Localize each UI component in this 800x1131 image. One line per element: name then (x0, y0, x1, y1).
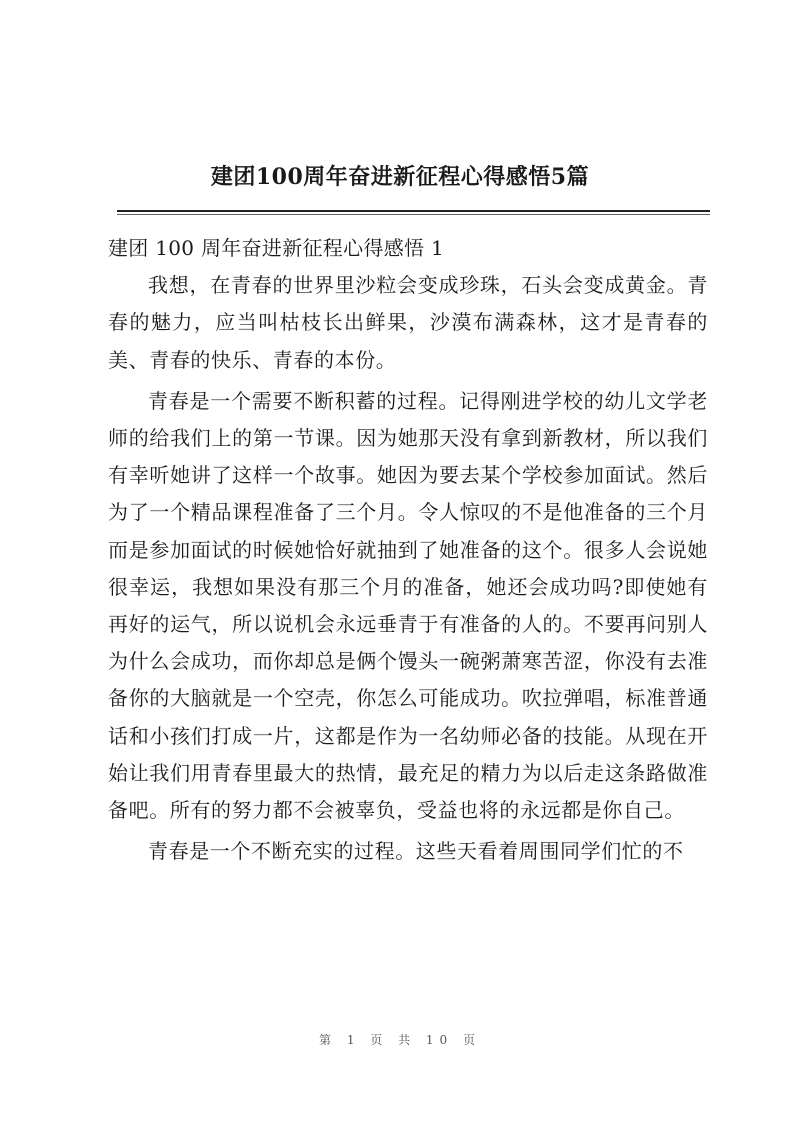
paragraph-1: 我想，在青春的世界里沙粒会变成珍珠，石头会变成黄金。青春的魅力，应当叫枯枝长出鲜果，沙漠布满森林，这才是青春的美、青春的快乐、青春的本份。 (108, 273, 708, 372)
title-underline (117, 210, 710, 212)
document-title: 建团100周年奋进新征程心得感悟5篇 (210, 164, 590, 190)
paragraph-2: 青春是一个需要不断积蓄的过程。记得刚进学校的幼儿文学老师的给我们上的第一节课。因为她那天没有拿到新教材，所以我们有幸听她讲了这样一个故事。她因为要去某个学校参加面试。然后为了一个精品课程准备了三个月。令人惊叹的不是他准备的三个月而是参加面试的时候她恰好就抽到了她准备的这个。很多人会说她很幸运，我想如果没有那三个月的准备，她还会成功吗?即使她有再好的运气，所以说机会永远垂青于有准备的人的。不要再问别人为什么会成功，而你却总是俩个馒头一碗粥萧寒苦涩，你没有去准备你的大脑就是一个空壳，你怎么可能成功。吹拉弹唱，标准普通话和小孩们打成一片，这都是作为一名幼师必备的技能。从现在开始让我们用青春里最大的热情，最充足的精力为以后走这条路做准备吧。所有的努力都不会被辜负，受益也将的永远都是你自己。 (108, 388, 708, 823)
section-heading: 建团 100 周年奋进新征程心得感悟 1 (108, 236, 444, 260)
title-underline-thin (117, 214, 710, 215)
paragraph-3: 青春是一个不断充实的过程。这些天看着周围同学们忙的不 (148, 839, 684, 864)
page-footer: 第 1 页 共 10 页 (319, 1033, 481, 1047)
document-body (108, 230, 708, 870)
